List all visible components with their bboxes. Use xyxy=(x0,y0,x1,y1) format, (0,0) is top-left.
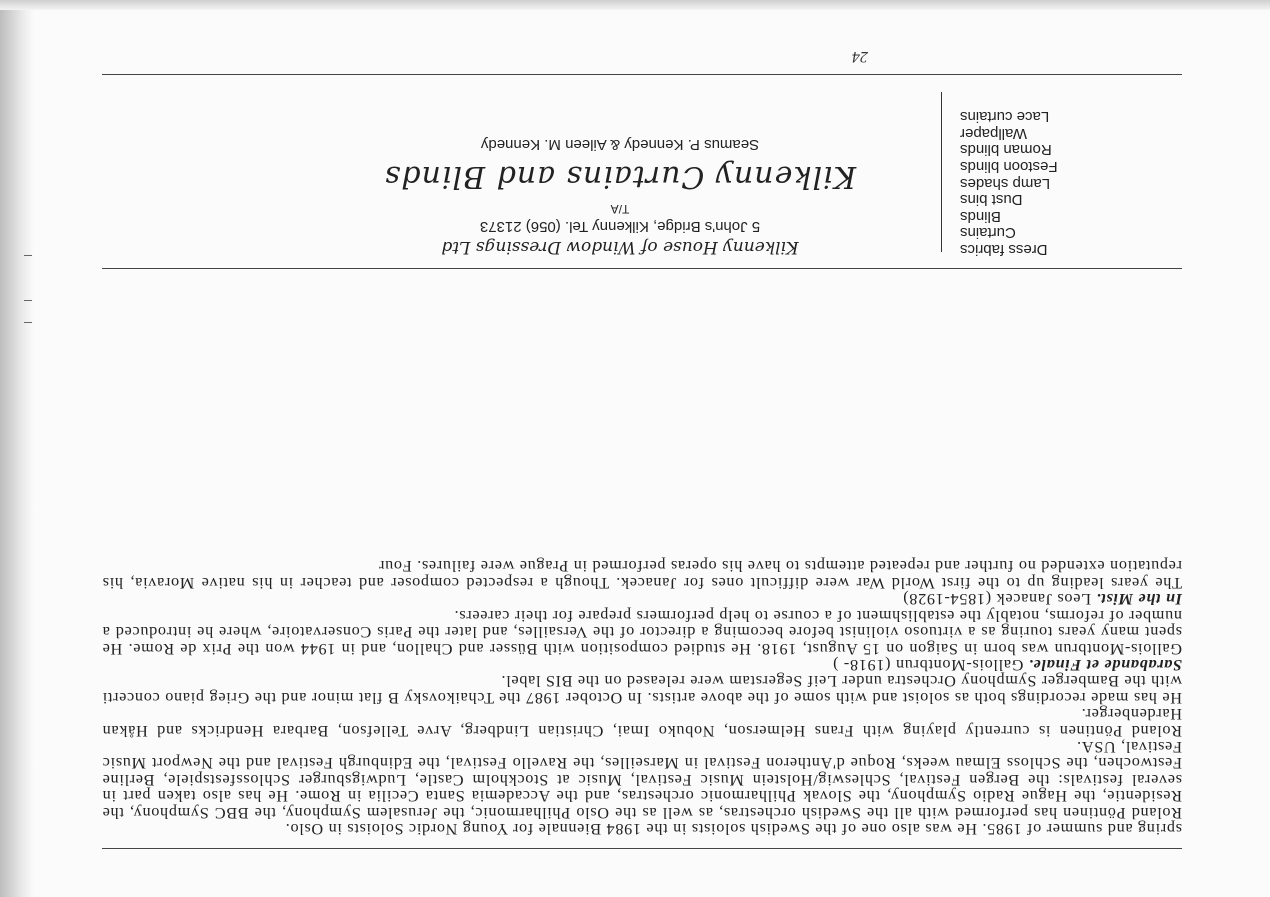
body-paragraph: Roland Pöntinen has performed with all the Swedish orchestras, as well as the Oslo Philharmonic, the Jerusalem Symphony, the BBC Symphony, the Residentie, the Hague Radio Symphony, the Slovak Philharmonic orchestras, and the Accademia Santa Cecilia in Rome. He has also taken part in several festivals: the Bergen Festival, Schleswig/Holstein Music Festival, Music at Stockholm Castle, Ludwigsburger Schlossfestspiele, Berline Festwochen, the Schloss Elmau weeks, Roque d'Antheron Festival in Marseilles, the Ravello Festival, the Edinburgh Festival and the Newport Music Festival, USA. xyxy=(102,737,1182,822)
body-paragraph: He has made recordings both as soloist and with some of the above artists. In October 1987 the Tchaikovsky B flat minor and the Grieg piano concerti with the Bamberger Symphony Orchestra under Leif Segerstam were released on the BIS label. xyxy=(102,672,1182,707)
product-item: Dust bins xyxy=(960,191,1023,209)
ad-brand-name: Kilkenny Curtains and Blinds xyxy=(383,159,857,194)
ad-divider xyxy=(941,92,942,252)
product-item: Lamp shades xyxy=(960,174,1051,192)
page-number: 24 xyxy=(852,48,868,65)
section-heading-composer: Leos Janacek (1854-1928) xyxy=(902,590,1096,609)
bottom-rule xyxy=(102,74,1182,75)
advertisement xyxy=(170,77,1170,257)
product-item: Wallpaper xyxy=(960,124,1027,142)
section-heading-title: In the Mist. xyxy=(1095,590,1182,609)
section-heading-composer: Gallois-Montbrun (1918- ) xyxy=(832,655,1029,674)
product-item: Curtains xyxy=(960,224,1016,242)
body-paragraph: Gallois-Montbrun was born in Saigon on 15 August, 1918. He studied composition with Büsser and Challon, and in 1944 won the Prix de Rome. He spent many years touring as a virtuoso violinist before becoming a director of the Versailles, and later the Paris Conservatoire, where he introduced a number of reforms, notably the establishment of a course to help performers prepare for their careers. xyxy=(102,606,1182,658)
ad-owners: Seamus P. Kennedy & Aileen M. Kennedy xyxy=(480,136,760,153)
ad-company-name: Kilkenny House of Window Dressings Ltd xyxy=(441,237,799,257)
product-list xyxy=(960,108,1170,257)
product-item: Roman blinds xyxy=(960,141,1052,159)
body-paragraph: Roland Pöntinen is currently playing with Frans Helmerson, Nobuko Imai, Christian Lindberg, Arve Tellefson, Barbara Hendricks and Håkan Hardenberger. xyxy=(102,705,1182,740)
ad-main xyxy=(320,136,920,257)
ad-address: 5 John's Bridge, Kilkenny Tel. (056) 21373 xyxy=(479,218,761,235)
product-item: Dress fabrics xyxy=(960,241,1048,258)
top-rule xyxy=(102,848,1182,849)
ad-top-rule xyxy=(102,268,1182,269)
ad-trading-as: T/A xyxy=(610,202,630,216)
section-heading xyxy=(102,591,1182,607)
product-item: Lace curtains xyxy=(960,108,1050,126)
product-item: Festoon blinds xyxy=(960,158,1058,176)
section-heading-title: Sarabande et Finale. xyxy=(1028,655,1182,674)
section-heading xyxy=(102,657,1182,673)
product-item: Blinds xyxy=(960,207,1001,225)
article-body xyxy=(102,558,1182,837)
body-paragraph: spring and summer of 1985. He was also one of the Swedish soloists in the 1984 Biennale for Young Nordic Soloists in Oslo. xyxy=(285,820,1182,838)
body-paragraph: The years leading up to the first World War were difficult ones for Janacek. Though a respected composer and teacher in his native Moravia, his reputation extended no further and repeated attempts to have his operas performed in Prague were failures. Four xyxy=(102,557,1182,592)
